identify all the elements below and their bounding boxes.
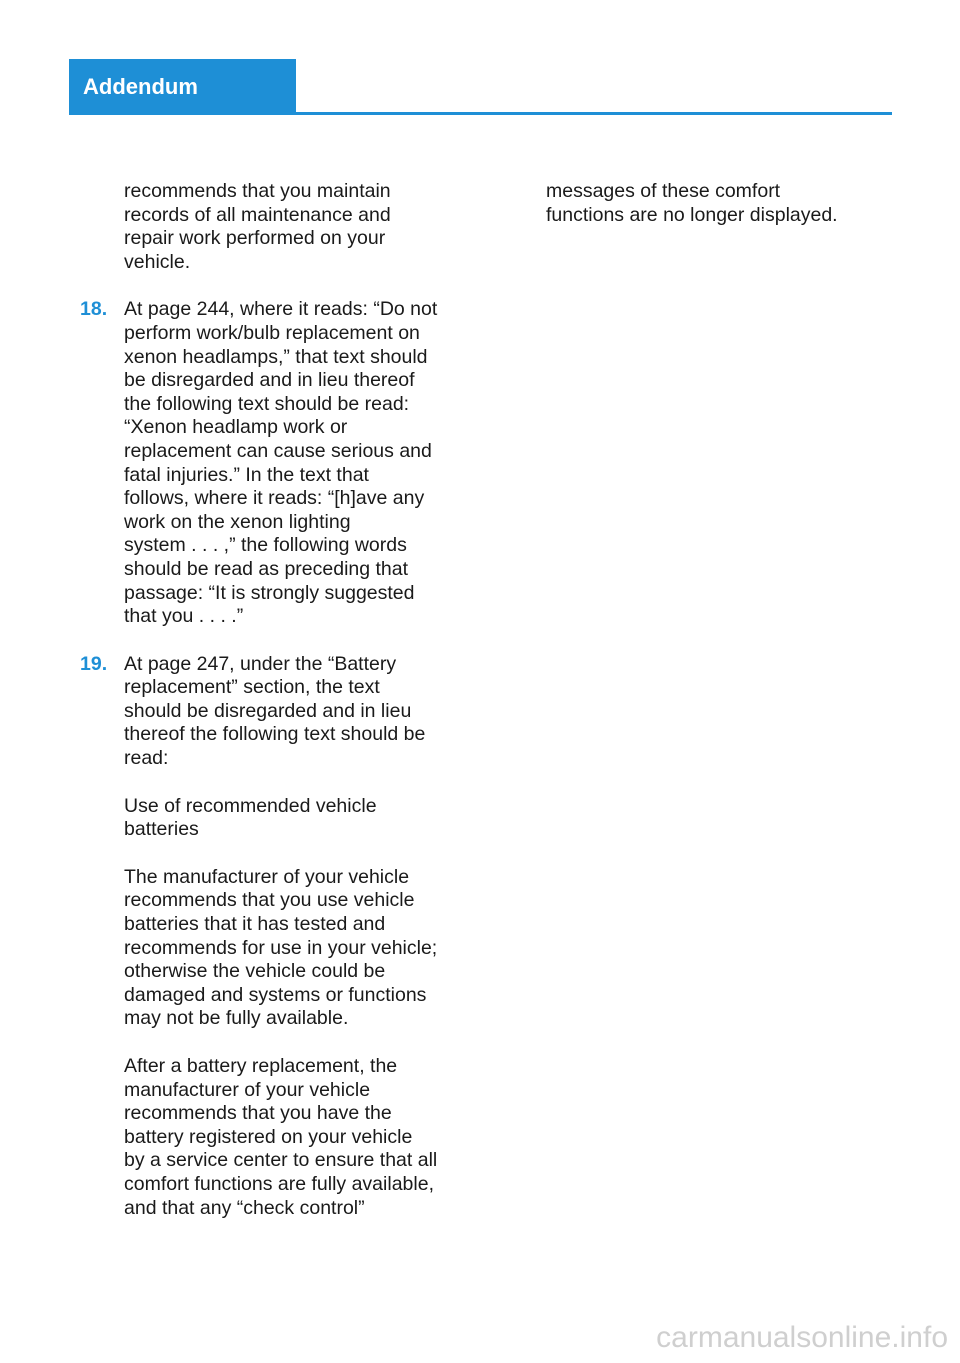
- continuation-paragraph: messages of these comfort functions are no longer displayed.: [546, 180, 838, 226]
- item-number: 18.: [80, 298, 108, 321]
- watermark: carmanualsonline.info: [656, 1321, 948, 1354]
- list-item-19: [80, 653, 475, 771]
- header-divider: [69, 112, 892, 115]
- right-column: [546, 180, 886, 251]
- item-text: At page 247, under the “Battery replacement” section, the text should be disregarded and in lieu thereof the following text should be read:: [124, 652, 426, 770]
- intro-paragraph: recommends that you maintain records of all maintenance and repair work performed on your vehicle.: [124, 180, 391, 273]
- list-item-18: [80, 298, 475, 628]
- item-text: At page 244, where it reads: “Do not perform work/bulb replacement on xenon headlamps,” that text should be disregarded and in lieu thereof the following text should be read: “Xenon headlamp work or replacement can cause serious and fatal injuries.” In the text that follows, where it reads: “[h]ave any work on the xenon lighting system . . . ,” the following words should be read as preceding that passage: “It is strongly suggested that you . . . .”: [124, 298, 438, 628]
- manufacturer-paragraph: The manufacturer of your vehicle recommends that you use vehicle batteries that it has tested and recommends for use in your vehicle; otherwise the vehicle could be damaged and systems or functions may not be fully available.: [124, 865, 438, 1030]
- page-title: Addendum: [83, 74, 198, 99]
- battery-replacement-paragraph: After a battery replacement, the manufacturer of your vehicle recommends that you have the battery registered on your vehicle by a service center to ensure that all comfort functions are fully available, and that any “check control”: [124, 1055, 438, 1219]
- left-column: [80, 180, 475, 1244]
- section-heading-paragraph: Use of recommended vehicle batteries: [124, 794, 377, 841]
- item-number: 19.: [80, 652, 108, 675]
